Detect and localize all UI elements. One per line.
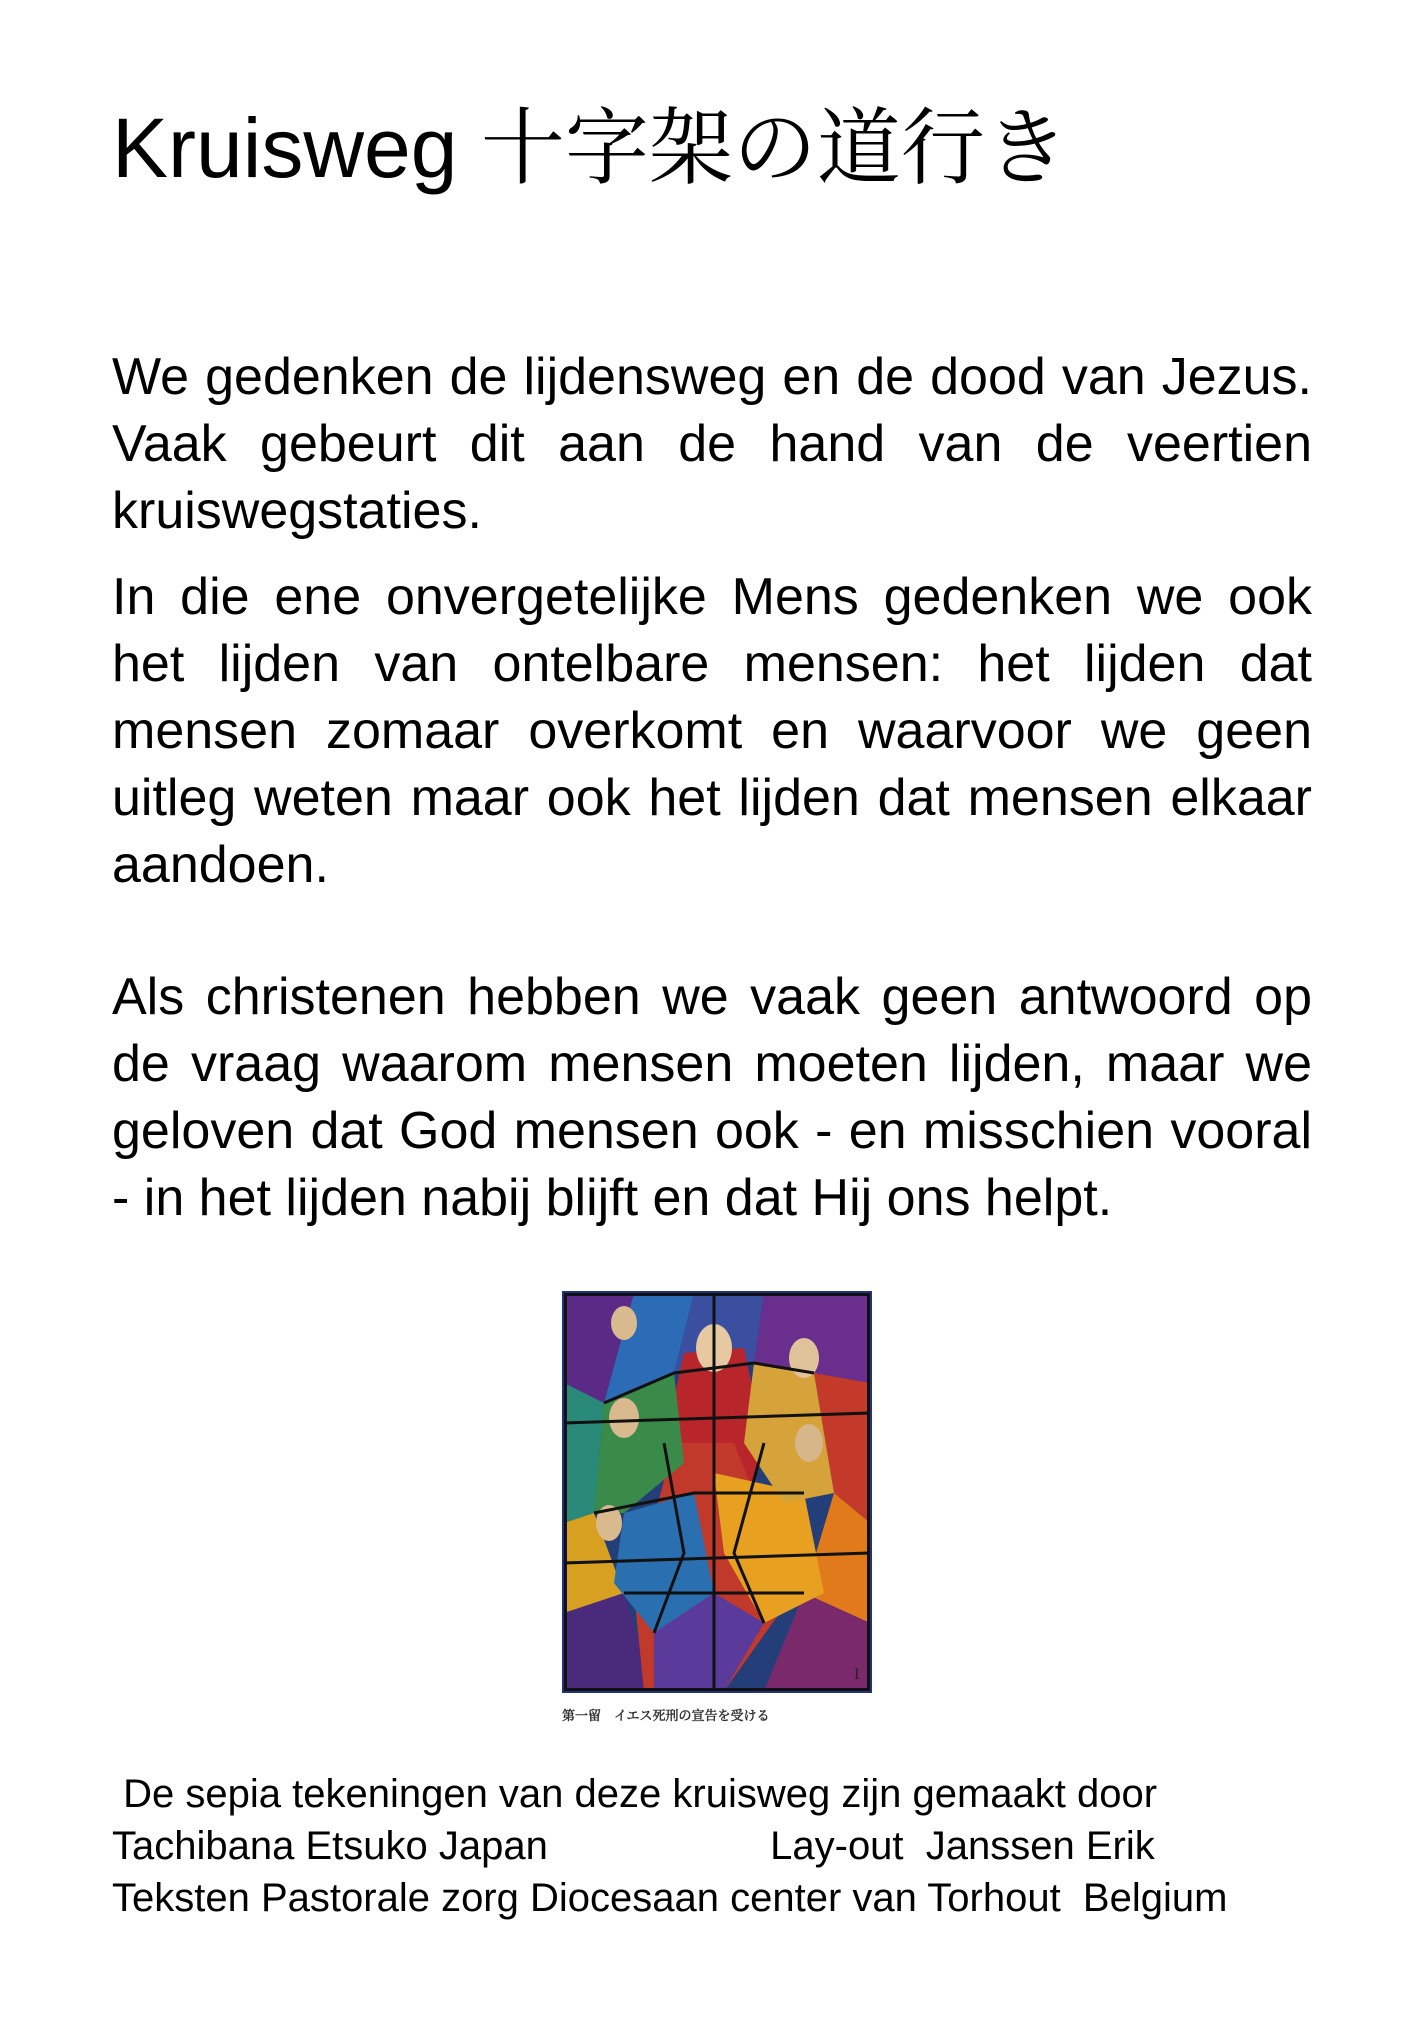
paragraph-text: In die ene onvergetelijke Mens gedenken we ook het lijden van ontelbare mensen: het lijden dat mensen zomaar overkomt en waarvoor we geen uitleg weten maar ook het lijden dat mensen elkaar aandoen. xyxy=(112,568,1312,894)
credit-line: Teksten Pastorale zorg Diocesaan center van Torhout Belgium xyxy=(112,1876,1228,1920)
paragraph-text: We gedenken de lijdensweg en de dood van Jezus. Vaak gebeurt dit aan de hand van de veertien kruiswegstaties. xyxy=(112,348,1312,540)
station-number: I xyxy=(854,1667,860,1683)
intro-paragraph xyxy=(112,344,1312,545)
figure-caption: 第一留 イエス死刑の宣告を受ける xyxy=(562,1709,770,1724)
faith-paragraph xyxy=(112,964,1312,1232)
paragraph-text: Als christenen hebben we vaak geen antwoord op de vraag waarom mensen moeten lijden, maar we geloven dat God mensen ook - en misschien vooral - in het lijden nabij blijft en dat Hij ons helpt. xyxy=(112,968,1312,1227)
credit-line: Tachibana Etsuko Japan Lay-out Janssen Erik xyxy=(112,1824,1155,1868)
credits-block xyxy=(112,1768,1312,1924)
stained-glass-image xyxy=(562,1291,872,1693)
stained-glass-figure xyxy=(562,1291,870,1724)
page-title: Kruisweg 十字架の道行き xyxy=(112,101,1069,195)
credit-line: De sepia tekeningen van deze kruisweg zijn gemaakt door xyxy=(112,1772,1158,1816)
suffering-paragraph xyxy=(112,564,1312,899)
